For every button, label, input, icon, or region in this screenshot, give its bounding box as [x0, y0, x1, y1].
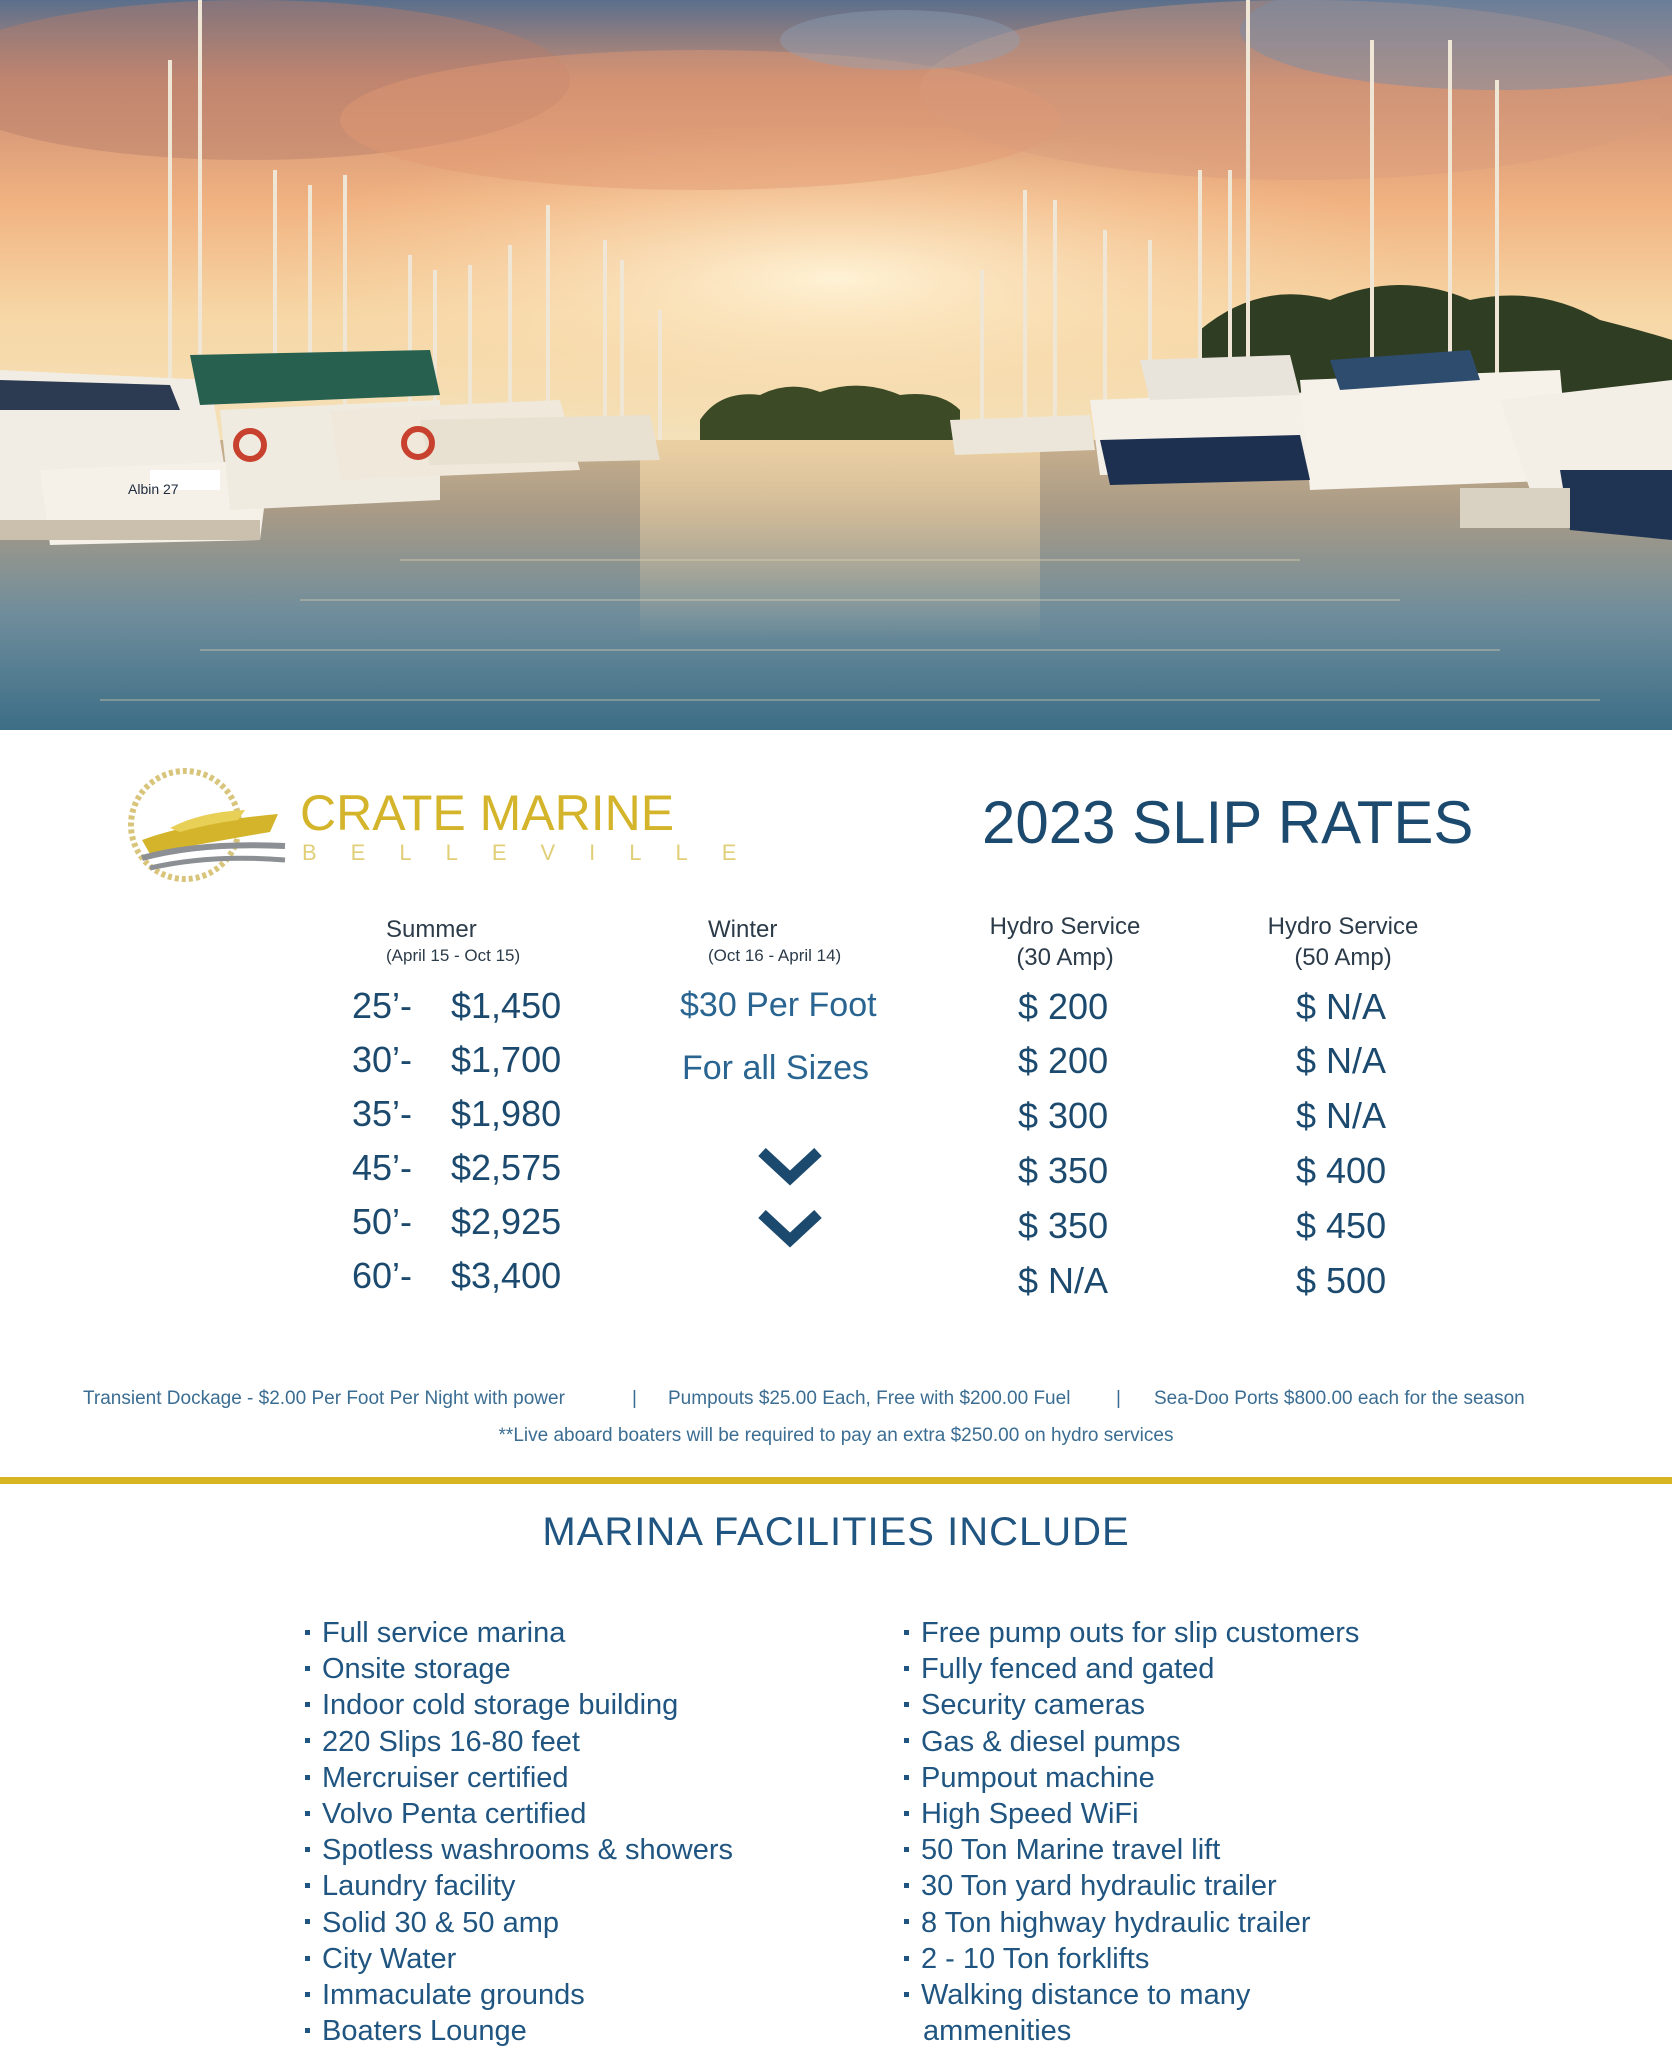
list-item	[904, 1977, 1359, 2013]
summer-heading: Summer	[386, 916, 477, 943]
summer-price: $2,925	[451, 1201, 562, 1242]
bullet-icon	[904, 1702, 909, 1707]
facility-label: Fully fenced and gated	[921, 1653, 1215, 1686]
summer-price: $1,700	[451, 1039, 562, 1080]
gold-divider	[0, 1477, 1672, 1484]
bullet-icon	[904, 1847, 909, 1852]
list-item	[305, 2013, 733, 2049]
facilities-list-left	[305, 1615, 733, 2049]
note-separator: |	[1116, 1388, 1121, 1409]
bullet-icon	[305, 1738, 310, 1743]
list-item	[904, 1687, 1359, 1723]
bullet-icon	[904, 1666, 909, 1671]
list-item	[904, 1796, 1359, 1832]
page-title: 2023 SLIP RATES	[982, 789, 1474, 856]
list-item	[904, 1868, 1359, 1904]
bullet-icon	[904, 1811, 909, 1816]
facility-label: High Speed WiFi	[921, 1798, 1139, 1831]
bullet-icon	[305, 1992, 310, 1997]
winter-rate: $30 Per Foot	[680, 986, 877, 1024]
facilities-list-right	[904, 1615, 1359, 2049]
list-item	[904, 1941, 1359, 1977]
facility-label: 2 - 10 Ton forklifts	[921, 1942, 1150, 1975]
bullet-icon	[904, 1992, 909, 1997]
list-item	[305, 1760, 733, 1796]
facility-label: Laundry facility	[322, 1870, 516, 1903]
facility-label: Solid 30 & 50 amp	[322, 1906, 559, 1939]
bullet-icon	[904, 1775, 909, 1780]
facility-label: 8 Ton highway hydraulic trailer	[921, 1906, 1311, 1939]
winter-dates: (Oct 16 - April 14)	[708, 946, 842, 965]
hydro30-heading: Hydro Service	[989, 913, 1141, 940]
seadoo-note: Sea-Doo Ports $800.00 each for the season	[1154, 1388, 1525, 1409]
hydro30-value: $ 200	[1018, 1040, 1109, 1081]
hydro50-value: $ 450	[1296, 1205, 1387, 1246]
list-item	[305, 1868, 733, 1904]
hydro50-value: $ N/A	[1296, 1040, 1387, 1081]
facility-label: Volvo Penta certified	[322, 1798, 587, 1831]
facility-label: Walking distance to many	[921, 1979, 1251, 2012]
hydro30-value: $ 350	[1018, 1150, 1109, 1191]
hydro30-value: $ 200	[1018, 986, 1109, 1027]
bullet-icon	[904, 1883, 909, 1888]
facility-label: Security cameras	[921, 1689, 1146, 1722]
list-item	[904, 1832, 1359, 1868]
facility-label: Immaculate grounds	[322, 1979, 585, 2012]
summer-price: $1,980	[451, 1093, 562, 1134]
facility-label: Mercruiser certified	[322, 1761, 569, 1794]
facility-label: 30 Ton yard hydraulic trailer	[921, 1870, 1277, 1903]
summer-size: 25’-	[352, 985, 413, 1026]
pumpout-note: Pumpouts $25.00 Each, Free with $200.00 Fuel	[668, 1388, 1071, 1409]
list-item	[305, 1977, 733, 2013]
transient-note: Transient Dockage - $2.00 Per Foot Per Night with power	[83, 1388, 565, 1409]
bullet-icon	[305, 1847, 310, 1852]
hydro50-value: $ 400	[1296, 1150, 1387, 1191]
winter-rate-note: For all Sizes	[682, 1049, 870, 1087]
summer-size: 50’-	[352, 1201, 413, 1242]
list-item-continuation	[904, 2013, 1359, 2049]
facility-label: 50 Ton Marine travel lift	[921, 1834, 1221, 1867]
hydro50-heading: Hydro Service	[1267, 913, 1419, 940]
brand-name: CRATE MARINE	[300, 785, 675, 841]
facility-label: Spotless washrooms & showers	[322, 1834, 733, 1867]
marina-sunset-illustration	[0, 0, 1672, 730]
facility-label: Full service marina	[322, 1617, 566, 1649]
hydro50-value: $ N/A	[1296, 986, 1387, 1027]
brand-subname: BELLEVILLE	[302, 840, 771, 865]
facility-label: Gas & diesel pumps	[921, 1725, 1181, 1758]
facility-label: City Water	[322, 1942, 457, 1975]
bullet-icon	[904, 1738, 909, 1743]
bullet-icon	[305, 2028, 310, 2033]
summer-price: $1,450	[451, 985, 562, 1026]
summer-size: 35’-	[352, 1093, 413, 1134]
summer-size: 60’-	[352, 1255, 413, 1296]
summer-size: 45’-	[352, 1147, 413, 1188]
boat-name-label: Albin 27	[128, 481, 179, 497]
bullet-icon	[305, 1666, 310, 1671]
summer-price: $3,400	[451, 1255, 562, 1296]
facility-label: 220 Slips 16-80 feet	[322, 1725, 580, 1758]
list-item	[305, 1941, 733, 1977]
list-item	[305, 1615, 733, 1651]
hydro30-sub: (30 Amp)	[1016, 944, 1114, 971]
liveaboard-note: **Live aboard boaters will be required to pay an extra $250.00 on hydro services	[498, 1425, 1174, 1446]
bullet-icon	[305, 1883, 310, 1888]
list-item	[904, 1760, 1359, 1796]
facility-label: Pumpout machine	[921, 1761, 1155, 1794]
hydro50-sub: (50 Amp)	[1294, 944, 1392, 971]
facility-label: Free pump outs for slip customers	[921, 1617, 1360, 1649]
facility-label: Boaters Lounge	[322, 2015, 527, 2048]
list-item	[305, 1832, 733, 1868]
chevron-down-icon	[758, 1148, 822, 1188]
list-item	[904, 1905, 1359, 1941]
summer-size: 30’-	[352, 1039, 413, 1080]
summer-dates: (April 15 - Oct 15)	[386, 946, 521, 965]
hydro50-value: $ N/A	[1296, 1095, 1387, 1136]
bullet-icon	[904, 1630, 909, 1635]
bullet-icon	[305, 1702, 310, 1707]
list-item	[305, 1687, 733, 1723]
bullet-icon	[305, 1919, 310, 1924]
facility-label: Onsite storage	[322, 1653, 511, 1686]
summer-price: $2,575	[451, 1147, 562, 1188]
bullet-icon	[305, 1811, 310, 1816]
note-separator: |	[632, 1388, 637, 1409]
bullet-icon	[904, 1919, 909, 1924]
facility-label: ammenities	[923, 2015, 1072, 2048]
hydro50-value: $ 500	[1296, 1260, 1387, 1301]
list-item	[305, 1724, 733, 1760]
bullet-icon	[904, 1956, 909, 1961]
list-item	[904, 1651, 1359, 1687]
bullet-icon	[305, 1630, 310, 1635]
list-item	[305, 1796, 733, 1832]
hydro30-value: $ 350	[1018, 1205, 1109, 1246]
boat-logo-icon	[120, 762, 290, 892]
bullet-icon	[305, 1956, 310, 1961]
hydro30-value: $ N/A	[1018, 1260, 1109, 1301]
hero-marina-photo	[0, 0, 1672, 730]
list-item	[904, 1615, 1359, 1651]
facilities-title: MARINA FACILITIES INCLUDE	[542, 1510, 1130, 1554]
facility-label: Indoor cold storage building	[322, 1689, 679, 1722]
list-item	[305, 1905, 733, 1941]
winter-heading: Winter	[708, 916, 778, 943]
list-item	[305, 1651, 733, 1687]
hydro30-value: $ 300	[1018, 1095, 1109, 1136]
bullet-icon	[305, 1775, 310, 1780]
chevron-down-icon	[758, 1210, 822, 1250]
list-item	[904, 1724, 1359, 1760]
